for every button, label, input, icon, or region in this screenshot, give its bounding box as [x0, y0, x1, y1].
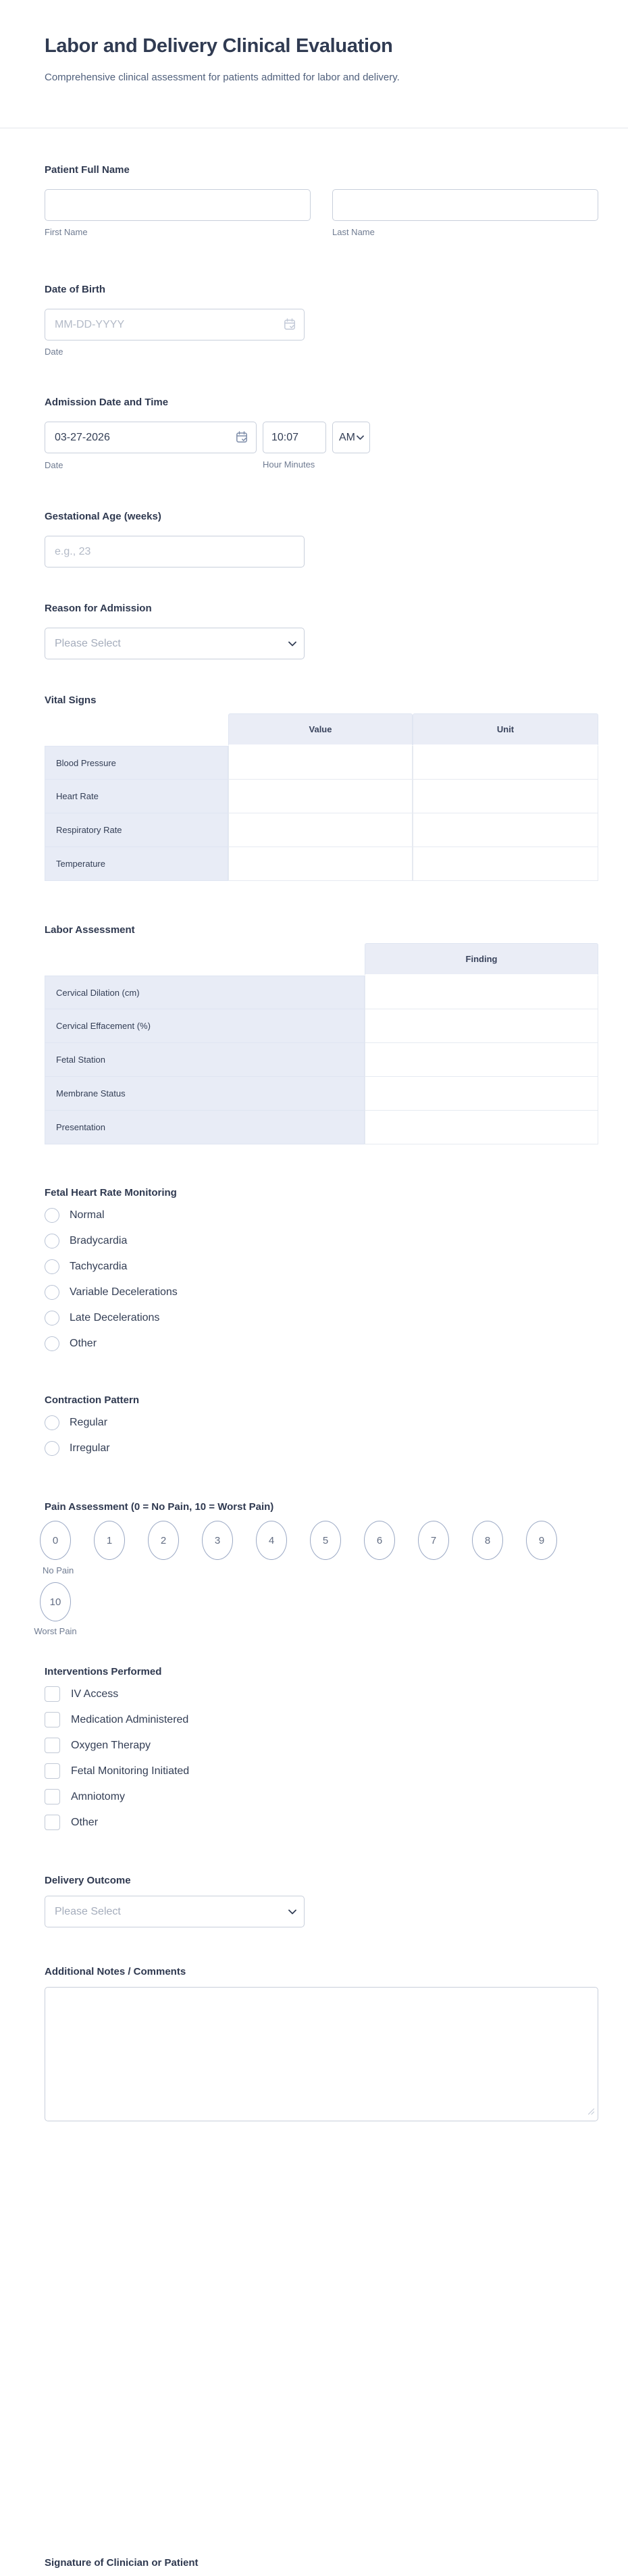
checkbox-label: IV Access — [71, 1688, 119, 1700]
question-fhr-monitoring — [45, 1187, 598, 1361]
admission-time-input[interactable] — [263, 422, 326, 453]
checkbox-label: Medication Administered — [71, 1713, 189, 1725]
dob-sublabel: Date — [45, 347, 63, 357]
first-name-sublabel: First Name — [45, 227, 88, 237]
question-label: Pain Assessment (0 = No Pain, 10 = Worst Pain) — [45, 1501, 274, 1513]
pain-scale-option[interactable]: 5 — [310, 1521, 341, 1560]
question-labor-assessment — [45, 924, 598, 1144]
reason-select[interactable] — [45, 628, 305, 659]
delivery-outcome-select[interactable] — [45, 1896, 305, 1927]
resize-handle-icon[interactable] — [587, 2106, 595, 2119]
page-subtitle: Comprehensive clinical assessment for patients admitted for labor and delivery. — [45, 72, 400, 83]
table-corner-cell — [45, 713, 228, 746]
checkbox-option — [45, 1815, 598, 1830]
table-input-cell[interactable] — [413, 746, 598, 780]
checkbox-option — [45, 1789, 598, 1804]
radio-label: Regular — [70, 1416, 108, 1428]
question-contraction-pattern — [45, 1394, 598, 1466]
question-reason — [45, 603, 598, 659]
radio-button[interactable] — [45, 1311, 59, 1325]
checkbox[interactable] — [45, 1815, 60, 1830]
question-label: Contraction Pattern — [45, 1394, 140, 1406]
checkbox-label: Other — [71, 1816, 99, 1828]
row-header: Blood Pressure — [45, 746, 228, 780]
question-interventions — [45, 1666, 598, 1840]
question-gestational-age — [45, 511, 598, 567]
notes-textarea[interactable] — [45, 1987, 598, 2121]
row-header: Respiratory Rate — [45, 813, 228, 847]
radio-option — [45, 1415, 598, 1430]
chevron-down-icon — [288, 641, 296, 647]
question-label: Patient Full Name — [45, 164, 130, 176]
question-delivery-outcome — [45, 1875, 598, 1927]
question-label: Delivery Outcome — [45, 1875, 131, 1886]
table-input-cell[interactable] — [413, 813, 598, 847]
radio-option — [45, 1310, 598, 1325]
question-label: Labor Assessment — [45, 924, 135, 936]
question-signature — [45, 2557, 598, 2569]
question-vital-signs — [45, 694, 598, 881]
question-patient-name — [45, 164, 598, 237]
pain-scale-option[interactable]: 7 — [418, 1521, 449, 1560]
radio-option — [45, 1440, 598, 1456]
question-label: Interventions Performed — [45, 1666, 162, 1677]
question-label: Signature of Clinician or Patient — [45, 2557, 199, 2569]
row-header: Fetal Station — [45, 1043, 365, 1077]
ampm-value: AM — [339, 431, 355, 443]
radio-option — [45, 1233, 598, 1248]
radio-label: Bradycardia — [70, 1234, 128, 1246]
table-input-cell[interactable] — [413, 780, 598, 813]
last-name-sublabel: Last Name — [332, 227, 375, 237]
radio-label: Irregular — [70, 1442, 110, 1454]
radio-button[interactable] — [45, 1415, 59, 1430]
ampm-select[interactable] — [332, 422, 370, 453]
radio-option — [45, 1259, 598, 1274]
question-dob — [45, 284, 598, 357]
row-header: Heart Rate — [45, 780, 228, 813]
admission-time-sublabel: Hour Minutes — [263, 459, 315, 470]
admission-date-input[interactable] — [45, 422, 257, 453]
question-label: Date of Birth — [45, 284, 105, 295]
column-header: Finding — [365, 943, 598, 976]
table-input-cell[interactable] — [413, 847, 598, 881]
question-label: Gestational Age (weeks) — [45, 511, 161, 522]
radio-option — [45, 1336, 598, 1351]
radio-label: Tachycardia — [70, 1260, 128, 1272]
dob-date-input[interactable] — [45, 309, 305, 340]
checkbox-option — [45, 1686, 598, 1702]
pain-scale-option[interactable]: 2 — [148, 1521, 179, 1560]
first-name-input[interactable] — [45, 189, 311, 221]
row-header: Presentation — [45, 1111, 365, 1144]
table-corner-cell — [45, 943, 365, 976]
checkbox-label: Fetal Monitoring Initiated — [71, 1765, 190, 1777]
table-input-cell[interactable] — [228, 746, 413, 780]
question-pain-assessment — [34, 1501, 598, 1636]
labor-assessment-table — [45, 943, 598, 1144]
question-label: Fetal Heart Rate Monitoring — [45, 1187, 177, 1198]
pain-scale-option[interactable]: 6 — [364, 1521, 395, 1560]
pain-scale-option[interactable]: 0 — [40, 1521, 71, 1560]
radio-option — [45, 1284, 598, 1300]
pain-scale-row — [40, 1521, 598, 1560]
chevron-down-icon — [288, 1909, 296, 1915]
checkbox-label: Oxygen Therapy — [71, 1739, 151, 1751]
checkbox[interactable] — [45, 1763, 60, 1779]
radio-button[interactable] — [45, 1441, 59, 1456]
pain-scale-option[interactable]: 10 — [40, 1582, 71, 1621]
table-input-cell[interactable] — [365, 1043, 598, 1077]
checkbox-option — [45, 1712, 598, 1727]
table-input-cell[interactable] — [228, 780, 413, 813]
table-input-cell[interactable] — [365, 1009, 598, 1043]
radio-button[interactable] — [45, 1285, 59, 1300]
question-label: Reason for Admission — [45, 603, 152, 614]
question-label: Vital Signs — [45, 694, 97, 706]
question-admission — [45, 397, 598, 470]
table-input-cell[interactable] — [365, 1111, 598, 1144]
checkbox[interactable] — [45, 1686, 60, 1702]
vital-signs-table — [45, 713, 598, 881]
table-input-cell[interactable] — [228, 847, 413, 881]
radio-button[interactable] — [45, 1259, 59, 1274]
scale-min-label: No Pain — [43, 1565, 74, 1575]
pain-scale-option[interactable]: 9 — [526, 1521, 557, 1560]
row-header: Temperature — [45, 847, 228, 881]
pain-scale-option[interactable]: 3 — [202, 1521, 233, 1560]
page-title: Labor and Delivery Clinical Evaluation — [45, 35, 393, 57]
pain-scale-option[interactable]: 1 — [94, 1521, 125, 1560]
checkbox[interactable] — [45, 1789, 60, 1804]
reason-select-placeholder: Please Select — [55, 637, 121, 649]
checkbox-option — [45, 1738, 598, 1753]
column-header: Value — [228, 713, 413, 746]
checkbox[interactable] — [45, 1712, 60, 1727]
admission-date-sublabel: Date — [45, 460, 63, 470]
scale-max-label: Worst Pain — [34, 1626, 77, 1636]
row-header: Cervical Dilation (cm) — [45, 976, 365, 1009]
checkbox[interactable] — [45, 1738, 60, 1753]
last-name-input[interactable] — [332, 189, 598, 221]
table-input-cell[interactable] — [365, 976, 598, 1009]
radio-label: Late Decelerations — [70, 1311, 160, 1323]
column-header: Unit — [413, 713, 598, 746]
table-input-cell[interactable] — [228, 813, 413, 847]
radio-label: Variable Decelerations — [70, 1286, 178, 1298]
gestational-age-input[interactable] — [45, 536, 305, 567]
row-header: Cervical Effacement (%) — [45, 1009, 365, 1043]
checkbox-label: Amniotomy — [71, 1790, 126, 1802]
pain-scale-option[interactable]: 8 — [472, 1521, 503, 1560]
pain-scale-option[interactable]: 4 — [256, 1521, 287, 1560]
checkbox-option — [45, 1763, 598, 1779]
radio-button[interactable] — [45, 1234, 59, 1248]
radio-button[interactable] — [45, 1336, 59, 1351]
delivery-select-placeholder: Please Select — [55, 1905, 121, 1917]
calendar-icon[interactable] — [283, 318, 296, 334]
row-header: Membrane Status — [45, 1077, 365, 1111]
question-label: Additional Notes / Comments — [45, 1966, 186, 1977]
calendar-icon[interactable] — [235, 430, 248, 447]
question-notes — [45, 1966, 598, 2125]
radio-label: Other — [70, 1337, 97, 1349]
table-input-cell[interactable] — [365, 1077, 598, 1111]
radio-option — [45, 1207, 598, 1223]
question-label: Admission Date and Time — [45, 397, 169, 408]
radio-button[interactable] — [45, 1208, 59, 1223]
radio-label: Normal — [70, 1209, 105, 1221]
chevron-down-icon — [357, 435, 364, 440]
